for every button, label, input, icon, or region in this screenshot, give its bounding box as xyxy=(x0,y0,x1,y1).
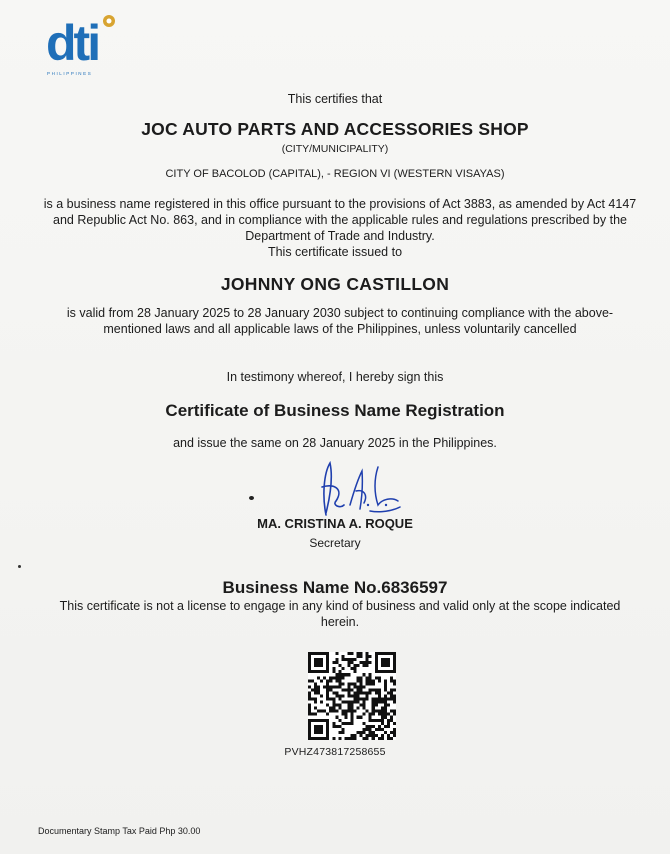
dti-logo xyxy=(44,12,120,78)
svg-text:dti: dti xyxy=(46,15,99,71)
testimony-text: In testimony whereof, I hereby sign this xyxy=(226,370,444,384)
signature xyxy=(300,455,410,521)
qr-code-text: PVHZ473817258655 xyxy=(284,746,386,758)
certificate-title: Certificate of Business Name Registration xyxy=(165,401,505,420)
ink-mark xyxy=(249,496,254,500)
stamp-tax-text: Documentary Stamp Tax Paid Php 30.00 xyxy=(38,826,201,836)
scope-label: (CITY/MUNICIPALITY) xyxy=(281,143,389,155)
intro-text: This certifies that xyxy=(287,92,383,106)
qr-code xyxy=(308,652,396,740)
signatory-title: Secretary xyxy=(309,536,361,550)
validity-text: is valid from 28 January 2025 to 28 January 2030 subject to continuing compliance with the above-mentioned laws and all applicable laws of the Philippines, unless voluntarily cancelled xyxy=(66,306,614,336)
issued-to-label: This certificate issued to xyxy=(267,245,403,259)
signatory-name: MA. CRISTINA A. ROQUE xyxy=(257,516,413,531)
business-name: JOC AUTO PARTS AND ACCESSORIES SHOP xyxy=(141,119,529,139)
svg-text:PHILIPPINES: PHILIPPINES xyxy=(47,71,93,76)
business-location: CITY OF BACOLOD (CAPITAL), - REGION VI (WESTERN VISAYAS) xyxy=(165,168,505,180)
issue-text: and issue the same on 28 January 2025 in the Philippines. xyxy=(173,436,497,450)
owner-name: JOHNNY ONG CASTILLON xyxy=(220,274,450,294)
registration-text: is a business name registered in this office pursuant to the provisions of Act 3883, as amended by Act 4147 and Republic Act No. 863, and in compliance with the applicable rules and regulations prescribed by the Department of Trade and Industry. xyxy=(43,197,637,243)
disclaimer-text: This certificate is not a license to engage in any kind of business and valid only at the scope indicated herein. xyxy=(59,599,621,629)
business-name-number: Business Name No.6836597 xyxy=(222,578,448,597)
ink-mark xyxy=(18,565,21,568)
